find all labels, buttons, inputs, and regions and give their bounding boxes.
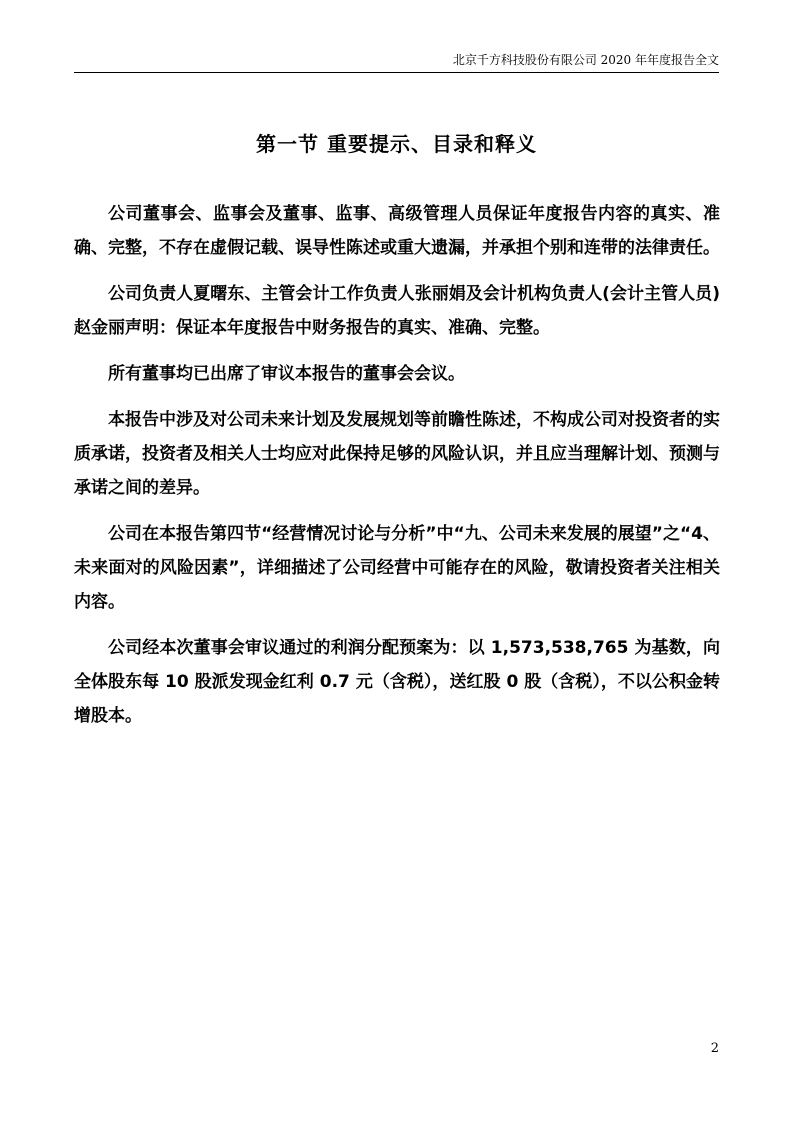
paragraph-risk-factors: 公司在本报告第四节“经营情况讨论与分析”中“九、公司未来发展的展望”之“4、未来面对的风险因素”，详细描述了公司经营中可能存在的风险，敬请投资者关注相关内容。 xyxy=(74,524,720,612)
paragraph-board-attendance: 所有董事均已出席了审议本报告的董事会会议。 xyxy=(108,364,465,384)
paragraph-responsibility-statement: 公司董事会、监事会及董事、监事、高级管理人员保证年度报告内容的真实、准确、完整，不存在虚假记载、误导性陈述或重大遗漏，并承担个别和连带的法律责任。 xyxy=(74,204,720,258)
paragraph-forward-looking-statement: 本报告中涉及对公司未来计划及发展规划等前瞻性陈述，不构成公司对投资者的实质承诺，投资者及相关人士均应对此保持足够的风险认识，并且应当理解计划、预测与承诺之间的差异。 xyxy=(74,410,720,498)
paragraph-profit-distribution: 公司经本次董事会审议通过的利润分配预案为：以 1,573,538,765 为基数，向全体股东每 10 股派发现金红利 0.7 元（含税），送红股 0 股（含税），不以公积金转增股本。 xyxy=(74,638,720,726)
page-number: 2 xyxy=(710,1041,719,1056)
report-header-title: 北京千方科技股份有限公司 2020 年年度报告全文 xyxy=(452,53,719,67)
body-text xyxy=(74,197,720,745)
page-header xyxy=(74,52,719,73)
section-title: 第一节 重要提示、目录和释义 xyxy=(256,132,537,156)
paragraph-financial-declaration: 公司负责人夏曙东、主管会计工作负责人张丽娟及会计机构负责人(会计主管人员)赵金丽声明：保证本年度报告中财务报告的真实、准确、完整。 xyxy=(74,284,720,338)
